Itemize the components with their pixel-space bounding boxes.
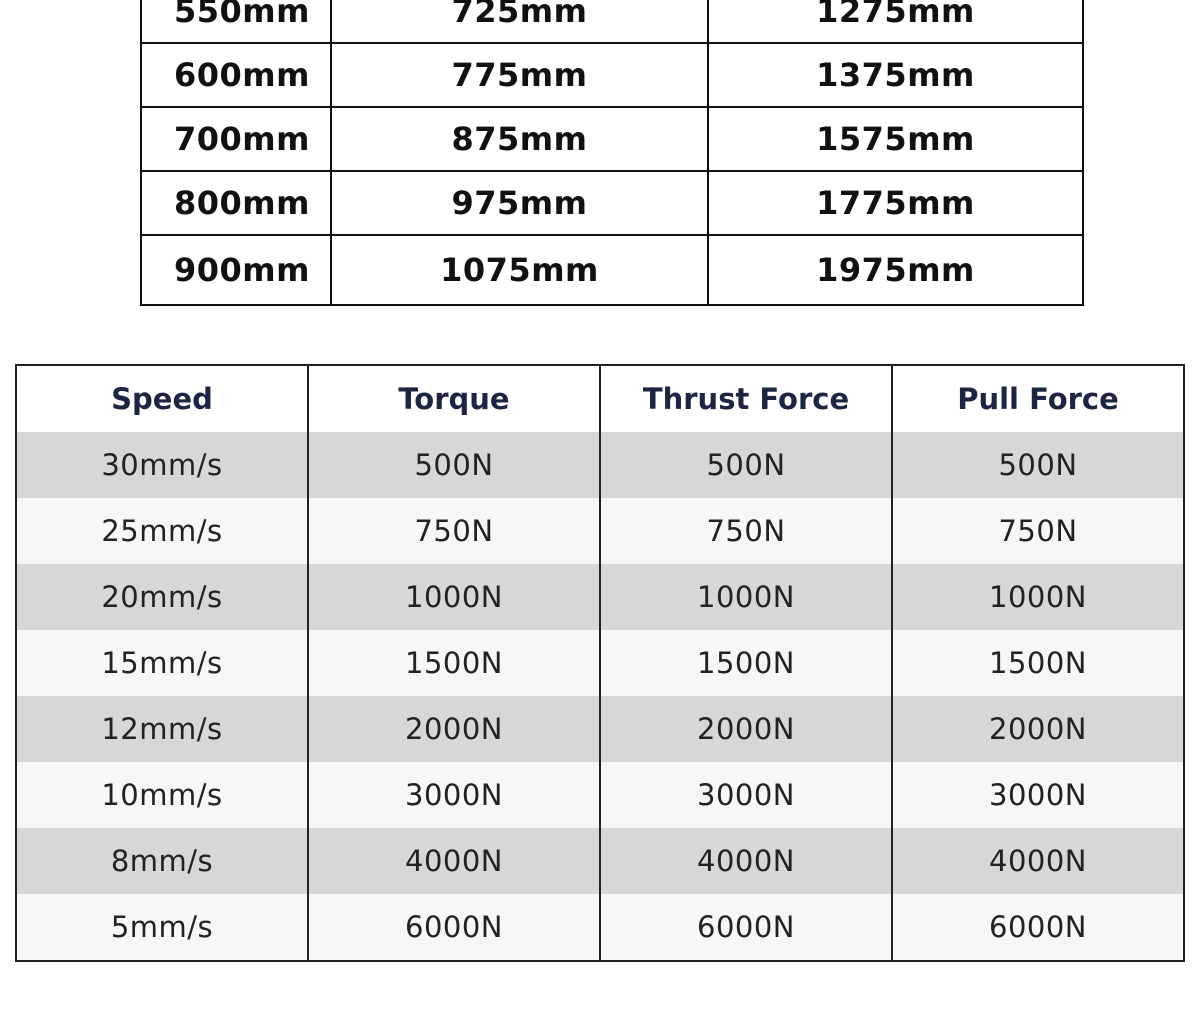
table-header-row (16, 365, 1184, 432)
table-cell: 1975mm (816, 251, 975, 289)
table-cell: 550mm (141, 0, 331, 43)
stroke-length-table (140, 0, 1084, 306)
torque-cell: 4000N (308, 828, 600, 894)
thrust-cell: 3000N (600, 762, 892, 828)
torque-cell: 3000N (308, 762, 600, 828)
pull-cell: 4000N (892, 828, 1184, 894)
speed-force-table (15, 364, 1185, 962)
table-cell: 1075mm (331, 235, 708, 305)
speed-cell: 12mm/s (16, 696, 308, 762)
table-row (141, 107, 1083, 171)
table-row (141, 171, 1083, 235)
table-row (16, 498, 1184, 564)
speed-cell: 20mm/s (16, 564, 308, 630)
header-pull-force: Pull Force (892, 365, 1184, 432)
header-thrust-force: Thrust Force (600, 365, 892, 432)
table-cell: 1375mm (708, 43, 1083, 107)
table-cell: 1575mm (708, 107, 1083, 171)
table-cell: 600mm (141, 43, 331, 107)
table-row (16, 630, 1184, 696)
table-row (16, 894, 1184, 961)
table-row (141, 235, 1083, 305)
table-cell: 875mm (331, 107, 708, 171)
table-cell: 1275mm (708, 0, 1083, 43)
table-cell: 700mm (141, 107, 331, 171)
torque-cell: 6000N (308, 894, 600, 961)
table-cell: 975mm (331, 171, 708, 235)
thrust-cell: 4000N (600, 828, 892, 894)
table-cell: 1775mm (708, 171, 1083, 235)
table-row (141, 43, 1083, 107)
speed-cell: 25mm/s (16, 498, 308, 564)
thrust-cell: 750N (600, 498, 892, 564)
pull-cell: 6000N (892, 894, 1184, 961)
pull-cell: 500N (892, 432, 1184, 498)
pull-cell: 750N (892, 498, 1184, 564)
table-cell: 800mm (141, 171, 331, 235)
header-speed: Speed (16, 365, 308, 432)
table-row (16, 762, 1184, 828)
torque-cell: 750N (308, 498, 600, 564)
torque-cell: 500N (308, 432, 600, 498)
table-row (16, 828, 1184, 894)
speed-cell: 8mm/s (16, 828, 308, 894)
thrust-cell: 500N (600, 432, 892, 498)
thrust-cell: 1000N (600, 564, 892, 630)
thrust-cell: 1500N (600, 630, 892, 696)
torque-cell: 1500N (308, 630, 600, 696)
pull-cell: 1000N (892, 564, 1184, 630)
pull-cell: 2000N (892, 696, 1184, 762)
table-row (16, 696, 1184, 762)
header-torque: Torque (308, 365, 600, 432)
torque-cell: 2000N (308, 696, 600, 762)
table-row (141, 0, 1083, 43)
speed-cell: 10mm/s (16, 762, 308, 828)
pull-cell: 3000N (892, 762, 1184, 828)
pull-cell: 1500N (892, 630, 1184, 696)
thrust-cell: 6000N (600, 894, 892, 961)
table-cell: 775mm (331, 43, 708, 107)
torque-cell: 1000N (308, 564, 600, 630)
table-row (16, 564, 1184, 630)
thrust-cell: 2000N (600, 696, 892, 762)
table-cell: 725mm (331, 0, 708, 43)
speed-cell: 5mm/s (16, 894, 308, 961)
speed-cell: 30mm/s (16, 432, 308, 498)
table-cell: 900mm (141, 235, 331, 305)
table-row (16, 432, 1184, 498)
speed-cell: 15mm/s (16, 630, 308, 696)
